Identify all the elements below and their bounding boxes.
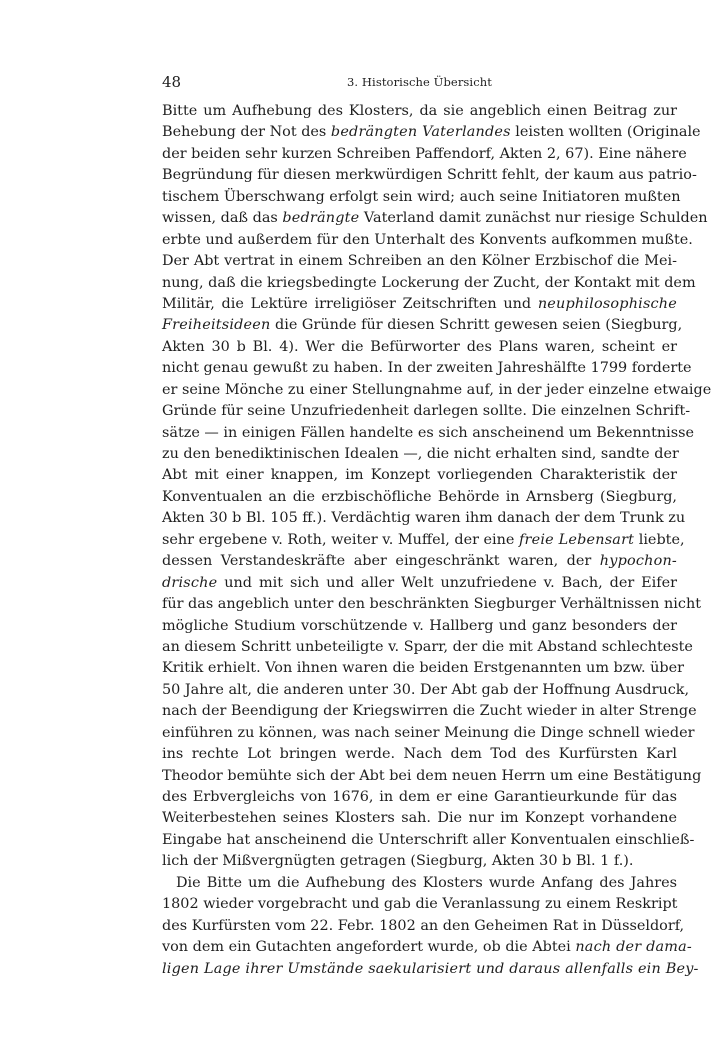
text-segment: sätze — in einigen Fällen handelte es sich anscheinend um Bekenntnisse — [162, 424, 695, 441]
text-line — [162, 787, 677, 808]
text-segment: an diesem Schritt unbeteiligte v. Sparr, der die mit Abstand schlechteste — [162, 638, 693, 655]
text-line — [162, 637, 693, 658]
text-segment: mögliche Studium vorschützende v. Hallberg und ganz besonders der — [162, 617, 677, 634]
text-segment: Weiterbestehen seines Klosters sah. Die nur im Konzept vorhandene — [162, 810, 677, 827]
text-line — [162, 766, 702, 787]
text-line — [162, 808, 677, 829]
text-segment: 50 Jahre alt, die anderen unter 30. Der Abt gab der Hoffnung Ausdruck, — [162, 681, 690, 698]
text-line — [162, 230, 693, 251]
text-line — [162, 444, 677, 465]
text-line — [162, 723, 695, 744]
text-line — [162, 551, 677, 572]
text-line — [162, 144, 687, 165]
text-segment: Akten 30 b Bl. 4). Wer die Befürworter des Plans waren, scheint er — [162, 338, 677, 355]
italic-text: bedrängten Vaterlandes — [330, 124, 511, 141]
text-segment: des Kurfürsten vom 22. Febr. 1802 an den Geheimen Rat in Düsseldorf, — [162, 917, 685, 934]
text-segment: zu den benediktinischen Idealen —, die nicht erhalten sind, sandte der — [162, 446, 679, 462]
text-line — [162, 680, 690, 701]
text-segment: liebte, — [634, 531, 685, 548]
text-line — [162, 294, 677, 315]
text-segment: dessen Verstandeskräfte aber eingeschränkt waren, der — [162, 553, 600, 570]
text-line — [162, 830, 695, 851]
text-segment: Begründung für diesen merkwürdigen Schritt fehlt, der kaum aus patrio- — [162, 167, 697, 184]
text-segment: Behebung der Not des — [162, 124, 331, 141]
text-segment: Bitte um Aufhebung des Klosters, da sie angeblich einen Beitrag zur — [162, 103, 677, 119]
text-segment: und mit sich und aller Welt unzufriedene v. Bach, der Eifer — [217, 574, 677, 591]
text-line — [162, 423, 695, 444]
text-segment: für das angeblich unter den beschränkten Siegburger Verhältnissen nicht — [162, 596, 701, 613]
text-segment: des Erbvergleichs von 1676, in dem er eine Garantieurkunde für das — [162, 789, 677, 805]
text-segment: Eingabe hat anscheinend die Unterschrift aller Konventualen einschließ- — [162, 831, 695, 848]
text-line — [162, 165, 697, 186]
italic-text: bedrängte — [282, 210, 360, 227]
text-line — [162, 465, 677, 486]
text-segment: Die Bitte um die Aufhebung des Klosters wurde Anfang des Jahres — [176, 874, 677, 891]
text-segment: nicht genau gewußt zu haben. In der zweiten Jahreshälfte 1799 forderte — [162, 360, 692, 377]
text-segment: Der Abt vertrat in einem Schreiben an den Kölner Erzbischof die Mei- — [162, 253, 677, 270]
text-line — [162, 658, 684, 679]
text-segment: leisten wollten (Originale — [510, 124, 701, 141]
italic-text: nach der dama- — [575, 939, 692, 956]
text-line — [162, 487, 677, 508]
text-segment: einführen zu können, was nach seiner Meinung die Dinge schnell wieder — [162, 724, 695, 741]
text-line — [162, 251, 677, 272]
text-line — [162, 208, 708, 229]
text-line — [162, 380, 711, 401]
text-segment: er seine Mönche zu einer Stellungnahme auf, in der jeder einzelne etwaige — [162, 381, 711, 398]
text-segment: der beiden sehr kurzen Schreiben Paffendorf, Akten 2, 67). Eine nähere — [162, 145, 687, 162]
text-segment: nach der Beendigung der Kriegswirren die Zucht wieder in alter Strenge — [162, 703, 697, 720]
italic-text: hypochon- — [599, 553, 677, 570]
text-segment: tischem Überschwang erfolgt sein wird; auch seine Initiatoren mußten — [162, 188, 681, 205]
text-line — [162, 851, 677, 872]
text-line — [162, 358, 692, 379]
text-line — [162, 959, 699, 980]
text-segment: die Gründe für diesen Schritt gewesen seien (Siegburg, — [270, 317, 683, 334]
text-line — [162, 594, 701, 615]
text-line — [162, 337, 677, 358]
text-segment: ins rechte Lot bringen werde. Nach dem Tod des Kurfürsten Karl — [162, 746, 677, 763]
text-segment: Vaterland damit zunächst nur riesige Schulden — [359, 210, 708, 227]
text-line — [162, 530, 685, 551]
text-line — [162, 937, 692, 958]
text-segment: Abt mit einer knappen, im Konzept vorliegenden Charakteristik der — [162, 467, 677, 484]
text-segment: Gründe für seine Unzufriedenheit darlegen sollte. Die einzelnen Schrift- — [162, 403, 691, 420]
text-line — [162, 187, 681, 208]
text-segment: von dem ein Gutachten angefordert wurde, ob die Abtei — [162, 939, 576, 956]
text-segment: erbte und außerdem für den Unterhalt des Konvents aufkommen mußte. — [162, 231, 693, 248]
text-line — [162, 508, 686, 529]
text-line — [162, 894, 677, 915]
paragraph — [162, 873, 699, 980]
text-line — [162, 101, 677, 122]
text-segment: Kritik erhielt. Von ihnen waren die beiden Erstgenannten um bzw. über — [162, 660, 684, 677]
text-line — [162, 701, 697, 722]
italic-text: freie Lebensart — [519, 531, 635, 548]
text-line — [162, 916, 685, 937]
page-number: 48 — [162, 73, 182, 91]
text-segment: lich der Mißvergnügten getragen (Siegburg, Akten 30 b Bl. 1 f.). — [162, 853, 634, 870]
text-segment: nung, daß die kriegsbedingte Lockerung der Zucht, der Kontakt mit dem — [162, 274, 696, 291]
running-head: 3. Historische Übersicht — [347, 75, 492, 89]
text-line — [162, 401, 691, 422]
text-segment: wissen, daß das — [162, 210, 283, 227]
text-line — [162, 616, 677, 637]
text-line — [162, 744, 677, 765]
body-text — [162, 101, 711, 980]
text-line — [162, 122, 701, 143]
italic-text: neuphilosophische — [537, 295, 677, 312]
page-header — [162, 72, 677, 92]
text-segment: sehr ergebene v. Roth, weiter v. Muffel, der eine — [162, 531, 520, 548]
text-line — [162, 273, 696, 294]
text-segment: Militär, die Lektüre irreligiöser Zeitschriften und — [162, 295, 538, 312]
text-segment: 1802 wieder vorgebracht und gab die Veranlassung zu einem Reskript — [162, 896, 678, 913]
paragraph — [162, 101, 711, 873]
text-segment: Akten 30 b Bl. 105 ff.). Verdächtig waren ihm danach der dem Trunk zu — [162, 510, 686, 527]
text-segment: Konventualen an die erzbischöfliche Behörde in Arnsberg (Siegburg, — [162, 488, 677, 505]
text-line — [162, 573, 677, 594]
italic-text: ligen Lage ihrer Umstände saekularisiert und daraus allenfalls ein Bey- — [162, 960, 699, 977]
text-line — [162, 873, 677, 894]
italic-text: drische — [162, 574, 218, 591]
text-segment: Theodor bemühte sich der Abt bei dem neuen Herrn um eine Bestätigung — [162, 767, 702, 784]
italic-text: Freiheitsideen — [162, 317, 271, 334]
text-line — [162, 315, 683, 336]
